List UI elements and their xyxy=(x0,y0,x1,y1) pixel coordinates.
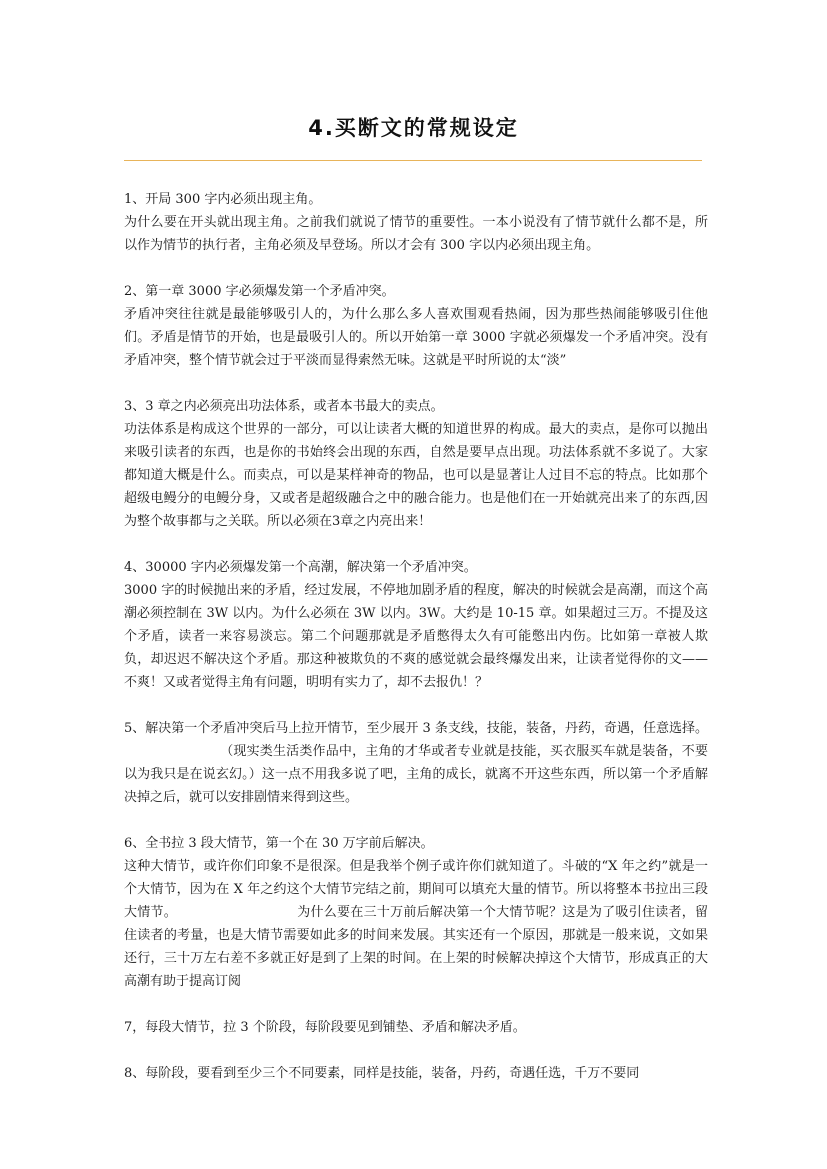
section-7 xyxy=(124,1016,708,1039)
section-paragraph-part-1: 这种大情节，或许你们印象不是很深。但是我举个例子或许你们就知道了。斗破的“X 年之约”就是一个大情节，因为在 X 年之约这个大情节完结之前，期间可以填充大量的情节。所以将整本书拉出三段大情节。 xyxy=(124,859,708,920)
section-2 xyxy=(124,280,708,372)
section-paragraph xyxy=(124,717,708,809)
section-heading: 3、3 章之内必须亮出功法体系，或者本书最大的卖点。 xyxy=(124,399,444,414)
section-paragraph: 3000 字的时候抛出来的矛盾，经过发展，不停地加剧矛盾的程度，解决的时候就会是高潮，而这个高潮必须控制在 3W 以内。为什么必须在 3W 以内。3W。大约是 10-15 章。如果超过三万。不提及这个矛盾，读者一来容易淡忘。第二个问题那就是矛盾憋得太久有可能憋出内伤。比如第一章被人欺负，却迟迟不解决这个矛盾。那这种被欺负的不爽的感觉就会最终爆发出来，让读者觉得你的文——不爽！又或者觉得主角有问题，明明有实力了，却不去报仇！？ xyxy=(124,583,708,690)
document-body xyxy=(124,188,708,1108)
section-paragraph: 为什么要在开头就出现主角。之前我们就说了情节的重要性。一本小说没有了情节就什么都不是，所以作为情节的执行者，主角必须及早登场。所以才会有 300 字以内必须出现主角。 xyxy=(124,215,708,253)
section-paragraph: 矛盾冲突往往就是最能够吸引人的，为什么那么多人喜欢围观看热闹，因为那些热闹能够吸引住他们。矛盾是情节的开始，也是最吸引人的。所以开始第一章 3000 字就必须爆发一个矛盾冲突。没有矛盾冲突，整个情节就会过于平淡而显得索然无味。这就是平时所说的太“淡” xyxy=(124,307,708,368)
section-8 xyxy=(124,1062,708,1085)
title-divider xyxy=(124,160,702,161)
section-6 xyxy=(124,832,708,993)
section-paragraph: 功法体系是构成这个世界的一部分，可以让读者大概的知道世界的构成。最大的卖点，是你可以抛出来吸引读者的东西，也是你的书始终会出现的东西，自然是要早点出现。功法体系就不多说了。大家都知道大概是什么。而卖点，可以是某样神奇的物品，也可以是显著让人过目不忘的特点。比如那个超级电鳗分的电鳗分身，又或者是超级融合之中的融合能力。也是他们在一开始就亮出来了的东西,因为整个故事都与之关联。所以必须在3章之内亮出来！ xyxy=(124,422,708,529)
page-title: 4.买断文的常规设定 xyxy=(308,116,519,140)
section-heading: 8、每阶段，要看到至少三个不同要素，同样是技能，装备，丹药，奇遇任选，千万不要同 xyxy=(124,1066,640,1081)
section-4 xyxy=(124,556,708,694)
section-paragraph-part-2: 为什么要在三十万前后解决第一个大情节呢？这是为了吸引住读者，留住读者的考量，也是大情节需要如此多的时间来发展。其实还有一个原因，那就是一般来说，文如果还行，三十万左右差不多就正好是到了上架的时间。在上架的时候解决掉这个大情节，形成真正的大高潮有助于提高订阅 xyxy=(124,905,708,989)
section-heading: 1、开局 300 字内必须出现主角。 xyxy=(124,192,322,207)
section-heading: 7，每段大情节，拉 3 个阶段，每阶段要见到铺垫、矛盾和解决矛盾。 xyxy=(124,1020,526,1035)
section-3 xyxy=(124,395,708,533)
section-heading: 2、第一章 3000 字必须爆发第一个矛盾冲突。 xyxy=(124,284,395,299)
section-heading: 4、30000 字内必须爆发第一个高潮，解决第一个矛盾冲突。 xyxy=(124,560,477,575)
section-heading: 6、全书拉 3 段大情节，第一个在 30 万字前后解决。 xyxy=(124,836,434,851)
section-1 xyxy=(124,188,708,257)
section-paragraph xyxy=(124,855,708,993)
section-paragraph-part-1: 5、解决第一个矛盾冲突后马上拉开情节，至少展开 3 条支线，技能，装备，丹药，奇遇，任意选择。 xyxy=(124,721,708,736)
section-paragraph-part-2: （现实类生活类作品中，主角的才华或者专业就是技能，买衣服买车就是装备，不要以为我只是在说玄幻。）这一点不用我多说了吧，主角的成长，就离不开这些东西，所以第一个矛盾解决掉之后，就可以安排剧情来得到这些。 xyxy=(124,744,708,805)
section-5 xyxy=(124,717,708,809)
